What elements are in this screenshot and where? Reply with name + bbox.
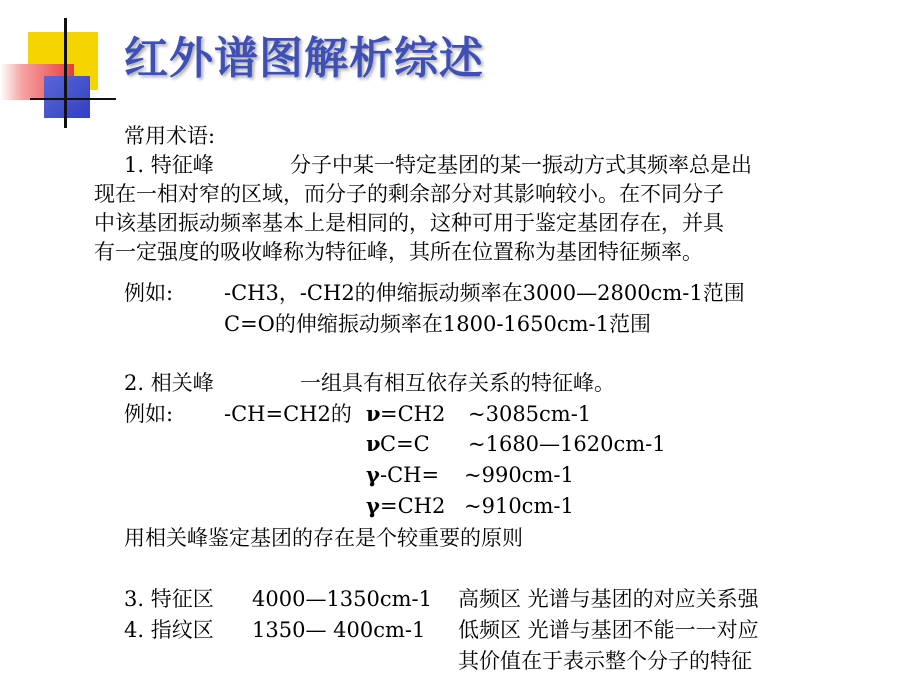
intro-label: 常用术语:	[124, 124, 216, 148]
section3-line1-desc: 高频区 光谱与基团的对应关系强	[458, 587, 759, 611]
section2-row4-symbol: γ	[366, 493, 380, 518]
section3-line1	[124, 585, 844, 613]
section2-first-line	[124, 369, 824, 397]
section2-definition: 一组具有相互依存关系的特征峰。	[300, 371, 615, 395]
section2-row3-symbol: γ	[366, 462, 380, 487]
section1-example1: -CH3，-CH2的伸缩振动频率在3000—2800cm-1范围	[224, 281, 745, 305]
section2-row1-range: ~3085cm-1	[468, 402, 592, 426]
section1-example-line	[124, 279, 824, 307]
section2-row3-range: ~990cm-1	[464, 463, 574, 487]
section1-example-label: 例如:	[124, 281, 174, 305]
section3-line2-label: 4. 指纹区	[124, 618, 214, 642]
section1-definition-line2: 现在一相对窄的区域，而分子的剩余部分对其影响较小。在不同分子	[94, 182, 724, 206]
section2-example-label: 例如:	[124, 402, 174, 426]
section1-definition-start: 分子中某一特定基团的某一振动方式其频率总是出	[290, 153, 752, 177]
section3-line3-desc: 其价值在于表示整个分子的特征	[458, 649, 752, 673]
section2-principle: 用相关峰鉴定基团的存在是个较重要的原则	[124, 526, 523, 550]
section3-line1-range: 4000—1350cm-1	[252, 587, 433, 611]
section3-line2-desc: 低频区 光谱与基团不能一一对应	[458, 618, 759, 642]
section2-row2-range: ~1680—1620cm-1	[468, 432, 666, 456]
section2-example-line	[124, 400, 824, 428]
section2-heading: 2. 相关峰	[124, 371, 214, 395]
section3-line1-label: 3. 特征区	[124, 587, 214, 611]
section2-compound: -CH=CH2的	[224, 402, 352, 426]
section1-heading: 1. 特征峰	[124, 153, 214, 177]
section2-row1-symbol: ν	[366, 401, 381, 426]
section2-row3	[366, 461, 786, 489]
section1-example2: C=O的伸缩振动频率在1800-1650cm-1范围	[224, 312, 651, 336]
section3-line2-range: 1350— 400cm-1	[252, 618, 426, 642]
section2-row4-group: =CH2	[380, 494, 446, 518]
section2-row4-range: ~910cm-1	[464, 494, 574, 518]
section2-row1-group: =CH2	[380, 402, 446, 426]
slide-title: 红外谱图解析综述	[124, 33, 484, 84]
section1-definition-line3: 中该基团振动频率基本上是相同的，这种可用于鉴定基团存在，并具	[94, 211, 724, 235]
section3-line2	[124, 616, 844, 644]
section2-row2	[366, 430, 786, 458]
section2-row2-symbol: ν	[366, 431, 381, 456]
section2-row2-group: C=C	[380, 432, 430, 456]
section2-row3-group: -CH=	[380, 463, 440, 487]
section2-row4	[366, 492, 786, 520]
section1-definition-line4: 有一定强度的吸收峰称为特征峰，其所在位置称为基团特征频率。	[94, 240, 703, 264]
section1-first-line	[124, 151, 884, 179]
